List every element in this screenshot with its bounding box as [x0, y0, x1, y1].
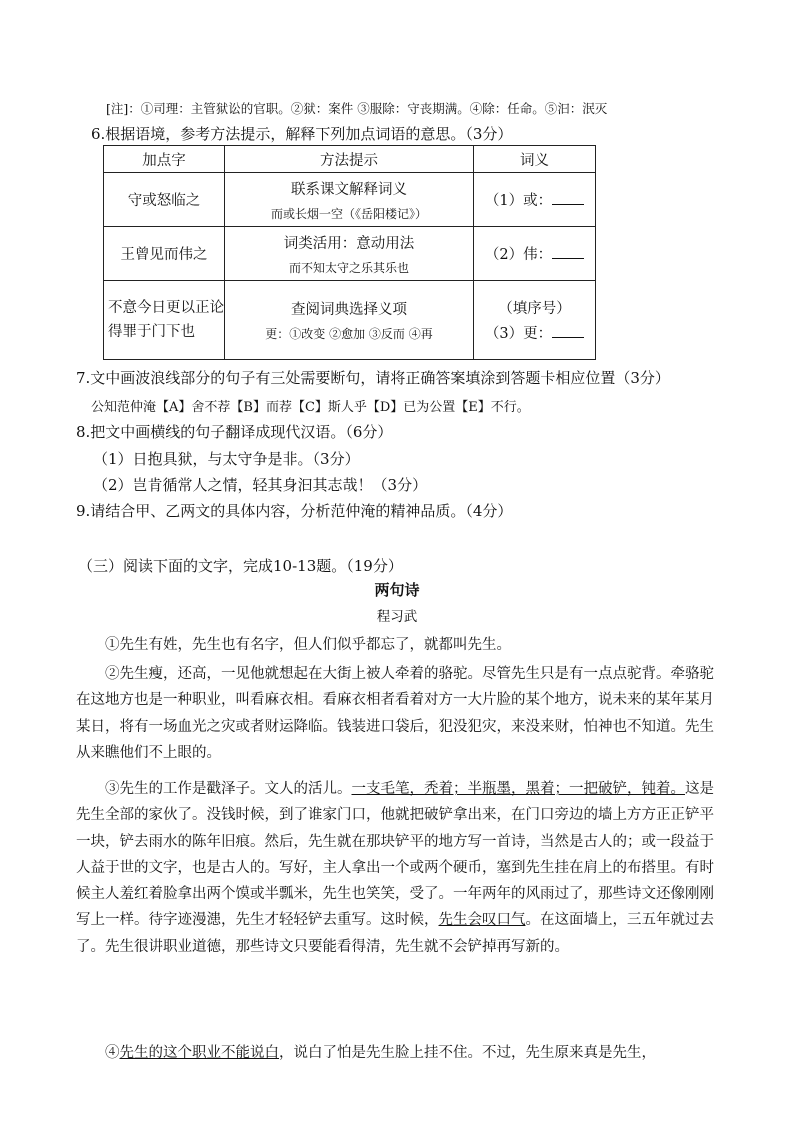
annotation-note: [注]：①司理：主管狱讼的官职。②狱：案件 ③服除：守丧期满。④除：任命。⑤汩：泯灭 [106, 101, 608, 116]
answer-label: （1）或： [484, 193, 553, 209]
table-row [104, 173, 596, 227]
row-hint [225, 173, 474, 227]
hint-text: 联系课文解释词义 [291, 181, 407, 198]
hint-example: 而不知太守之乐其乐也 [288, 260, 409, 275]
answer-label: （2）伟： [484, 247, 553, 263]
table-row [104, 227, 596, 281]
row-hint [225, 227, 474, 281]
vocabulary-table [103, 145, 596, 360]
p3-underlined-1: 一支毛笔，秃着；半瓶墨，黑着；一把破铲，钝着。 [351, 781, 685, 797]
row-word: 王曾见而伟之 [104, 227, 225, 281]
answer-pre: （填序号） [498, 301, 571, 317]
row-word: 不意今日更以正论得罪于门下也 [104, 281, 225, 360]
hint-text: 查阅词典选择义项 [291, 302, 407, 318]
section-3-heading: （三）阅读下面的文字，完成10-13题。（19分） [78, 557, 403, 575]
p4-text-a: ④ [105, 1045, 120, 1061]
question-6-prompt: 6.根据语境，参考方法提示，解释下列加点词语的意思。（3分） [91, 125, 513, 143]
header-meaning: 词义 [474, 146, 596, 173]
p3-text-b: 这是先生全部的家伙了。没钱时候，到了谁家门口，他就把破铲拿出来，在门口旁边的墙上方方正正铲平一块，铲去雨水的陈年旧痕。然后，先生就在那块铲平的地方写一首诗，当然是古人的；或一段益于人益于世的文字，也是古人的。写好，主人拿出一个或两个硬币，塞到先生挂在肩上的布搭里。有时候主人羞红着脸拿出两个馍或半瓢米，先生也笑笑，受了。一年两年的风雨过了，那些诗文还像刚刚写上一样。待字迹漫漶，先生才轻轻铲去重写。这时候， [76, 781, 714, 929]
p3-underlined-2: 先生会叹口气 [438, 912, 526, 929]
p3-text-a: ③先生的工作是戳泽子。文人的活儿。 [105, 781, 352, 797]
answer-blank[interactable] [552, 192, 584, 205]
question-7-prompt: 7.文中画波浪线部分的句子有三处需要断句，请将正确答案填涂到答题卡相应位置（3分） [76, 369, 670, 387]
hint-text: 词类活用：意动用法 [283, 235, 415, 252]
paragraph-3 [76, 776, 716, 960]
header-word: 加点字 [104, 146, 225, 173]
row-answer [474, 173, 596, 227]
article-author: 程习武 [376, 609, 418, 625]
row-word: 守或怒临之 [104, 173, 225, 227]
question-8-item-1: （1）日抱具狱，与太守争是非。（3分） [93, 450, 360, 468]
header-hint: 方法提示 [225, 146, 474, 173]
question-9-prompt: 9.请结合甲、乙两文的具体内容，分析范仲淹的精神品质。（4分） [76, 502, 513, 520]
row-hint [225, 281, 474, 360]
p3-text-c: 。在这面墙上，三五年就过去了。先生很讲职业道德，那些诗文只要能看得清，先生就不会铲掉再写新的。 [76, 912, 714, 955]
answer-blank[interactable] [552, 246, 584, 259]
hint-example: 更：①改变 ②愈加 ③反而 ④再 [265, 327, 433, 341]
paragraph-4 [76, 1040, 716, 1066]
paragraph-1: ①先生有姓，先生也有名字，但人们似乎都忘了，就都叫先生。 [105, 637, 511, 653]
answer-blank[interactable] [552, 325, 584, 338]
question-7-sentence: 公知范仲淹【A】舍不荐【B】而荐【C】斯人乎【D】已为公置【E】不行。 [91, 400, 530, 415]
hint-example: 而或长烟一空（《岳阳楼记》） [270, 206, 427, 221]
article-title: 两句诗 [374, 581, 420, 599]
row-answer [474, 281, 596, 360]
table-header-row [104, 146, 596, 173]
p4-underlined: 先生的这个职业不能说白 [119, 1045, 279, 1061]
p4-text-b: ，说白了怕是先生脸上挂不住。不过，先生原来真是先生， [279, 1045, 656, 1061]
row-answer [474, 227, 596, 281]
answer-label: （3）更： [484, 326, 553, 342]
question-8-prompt: 8.把文中画横线的句子翻译成现代汉语。（6分） [76, 423, 393, 441]
paragraph-2: ②先生瘦，还高，一见他就想起在大街上被人牵着的骆驼。尽管先生只是有一点点驼背。牵骆驼在这地方也是一种职业，叫看麻衣相。看麻衣相者看着对方一大片脸的某个地方，说未来的某年某月某日，将有一场血光之灾或者财运降临。钱装进口袋后，犯没犯灾，来没来财，怕神也不知道。先生从来瞧他们不上眼的。 [76, 666, 714, 761]
table-row [104, 281, 596, 360]
question-8-item-2: （2）岂肯循常人之情，轻其身汩其志哉！（3分） [93, 476, 428, 494]
